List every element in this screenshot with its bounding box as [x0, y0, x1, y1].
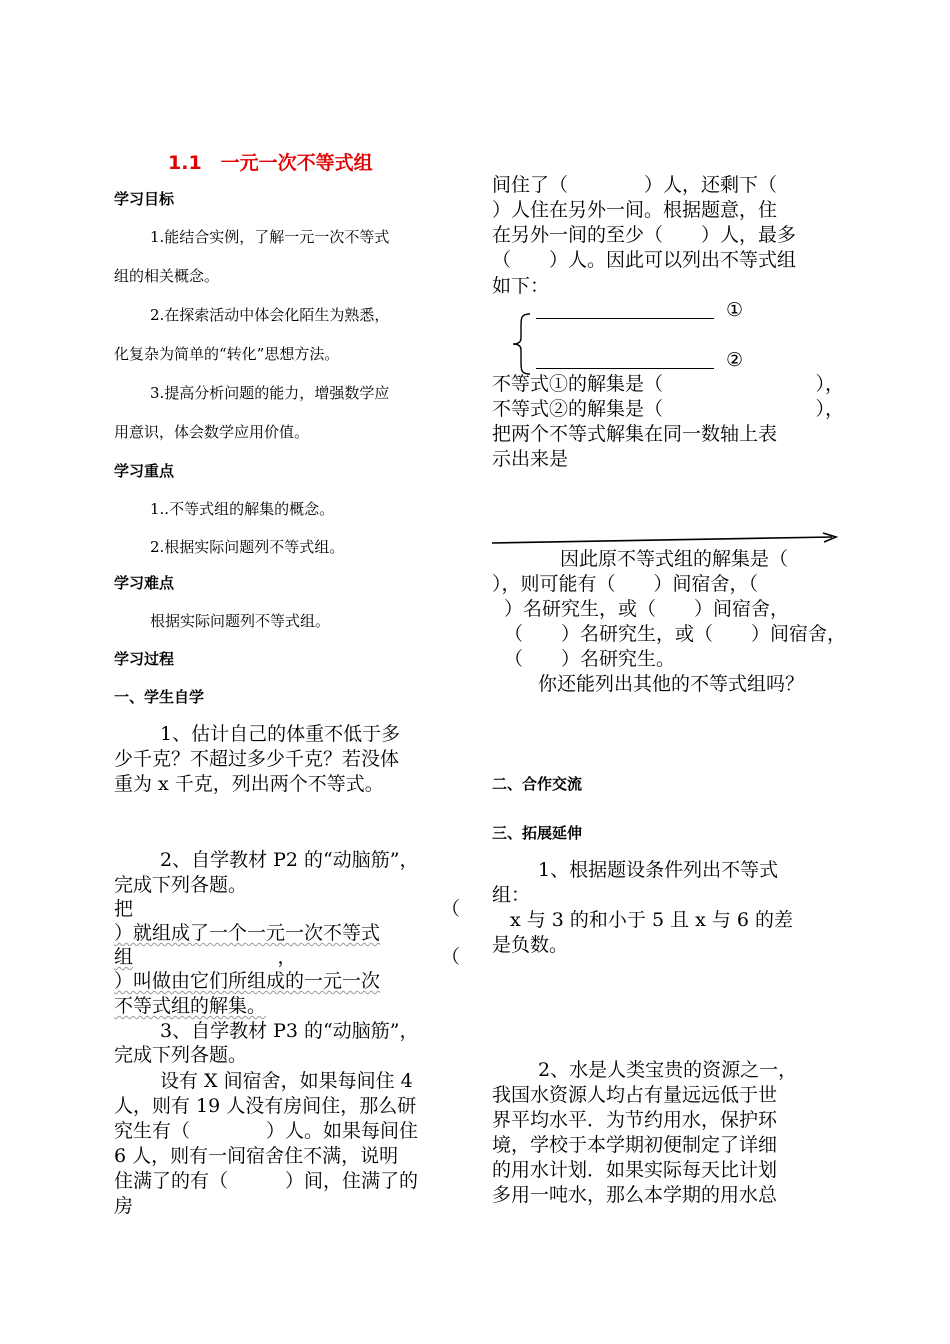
conclusion-text: 因此原不等式组的解集是（ — [560, 548, 789, 570]
right-line-8: 把两个不等式解集在同一数轴上表 — [492, 423, 778, 445]
solution-2-text: 不等式②的解集是（ — [492, 398, 664, 420]
left-brace-icon — [510, 312, 532, 376]
goal-3a: 3.提高分析问题的能力，增强数学应 — [150, 384, 390, 402]
right-line-9: 示出来是 — [492, 448, 569, 470]
q2-comma: ， — [277, 946, 297, 968]
question-3-line-2: 完成下列各题。 — [114, 1044, 248, 1066]
question-3-line-6: 6 人，则有一间宿舍住不满，说明 — [114, 1145, 399, 1167]
exercise-2-line-6: 多用一吨水，那么本学期的用水总 — [492, 1184, 778, 1206]
conclusion-line-2: ），则可能有（ ）间宿舍，（ — [492, 573, 759, 595]
question-3-line-5: 究生有（ ）人。如果每间住 — [114, 1120, 419, 1142]
goal-2a: 2.在探索活动中体会化陌生为熟悉， — [150, 306, 390, 324]
question-2-line-7 — [114, 994, 266, 1018]
question-2-line-3 — [114, 897, 460, 921]
exercise-2-line-1: 2、水是人类宝贵的资源之一， — [538, 1059, 798, 1081]
solution-1-text: 不等式①的解集是（ — [492, 373, 664, 395]
key-heading: 学习重点 — [114, 462, 175, 480]
exercise-2-line-2: 我国水资源人均占有量远远低于世 — [492, 1084, 778, 1106]
question-2-line-5 — [114, 945, 460, 969]
key-point-1: 1..不等式组的解集的概念。 — [150, 500, 335, 518]
solution-1-close: ）， — [815, 373, 844, 395]
process-heading: 学习过程 — [114, 650, 175, 668]
section-1-heading: 一、学生自学 — [114, 688, 205, 706]
goal-1a: 1.能结合实例，了解一元一次不等式 — [150, 228, 390, 246]
question-3-line-8: 房 — [114, 1195, 134, 1217]
question-1-line-3: 重为 x 千克，列出两个不等式。 — [114, 773, 384, 795]
exercise-2-line-3: 界平均水平．为节约用水，保护环 — [492, 1109, 778, 1131]
question-3-line-1: 3、自学教材 P3 的“动脑筋”， — [160, 1020, 419, 1042]
question-2-line-6 — [114, 969, 380, 993]
question-3-line-4: 人，则有 19 人没有房间住，那么研 — [114, 1095, 417, 1117]
definition-text: ）叫做由它们所组成的一元一次 — [114, 970, 381, 992]
q2-text: 把 — [114, 898, 134, 920]
goals-heading: 学习目标 — [114, 190, 175, 208]
question-2-line-1: 2、自学教材 P2 的“动脑筋”， — [160, 849, 419, 871]
q2-bracket: （ — [440, 946, 460, 968]
difficulty-heading: 学习难点 — [114, 574, 175, 592]
question-2-line-4 — [114, 921, 380, 945]
key-point-2: 2.根据实际问题列不等式组。 — [150, 538, 345, 556]
q2-bracket: （ — [440, 898, 460, 920]
definition-text: ）就组成了一个一元一次不等式 — [114, 922, 381, 944]
exercise-1-line-1: 1、根据题设条件列出不等式 — [538, 859, 779, 881]
number-axis — [492, 532, 844, 548]
exercise-1-line-4: 是负数。 — [492, 934, 569, 956]
solution-line-1 — [492, 372, 844, 396]
definition-text: 不等式组的解集。 — [114, 995, 267, 1017]
conclusion-line-5: （ ）名研究生。 — [504, 648, 676, 670]
right-line-1: 间住了（ ）人，还剩下（ — [492, 174, 778, 196]
inequality-mark-2: ② — [726, 349, 744, 371]
conclusion-line-6: 你还能列出其他的不等式组吗？ — [538, 673, 805, 695]
solution-2-close: ）， — [815, 398, 844, 420]
section-2-heading: 二、合作交流 — [492, 775, 583, 793]
conclusion-line-3: ）名研究生，或（ ）间宿舍， — [504, 598, 790, 620]
inequality-blank-1[interactable] — [536, 318, 714, 319]
page-title: 1.1 一元一次不等式组 — [168, 152, 373, 174]
right-line-4: （ ）人。因此可以列出不等式组 — [492, 249, 797, 271]
question-1-line-1: 1、估计自己的体重不低于多 — [160, 723, 401, 745]
exercise-1-line-3: x 与 3 的和小于 5 且 x 与 6 的差 — [510, 909, 794, 931]
question-3-line-3: 设有 X 间宿舍，如果每间住 4 — [160, 1070, 413, 1092]
right-line-2: ）人住在另外一间。根据题意，住 — [492, 199, 778, 221]
inequality-blank-2[interactable] — [536, 368, 714, 369]
exercise-2-line-5: 的用水计划．如果实际每天比计划 — [492, 1159, 778, 1181]
exercise-1-line-2: 组： — [492, 884, 531, 906]
section-3-heading: 三、拓展延伸 — [492, 824, 583, 842]
question-3-line-7: 住满了的有（ ）间，住满了的 — [114, 1170, 419, 1192]
conclusion-line-4: （ ）名研究生，或（ ）间宿舍， — [504, 623, 847, 645]
inequality-mark-1: ① — [726, 299, 744, 321]
question-1-line-2: 少千克？不超过多少千克？若没体 — [114, 748, 400, 770]
q2-text: 组 — [114, 946, 134, 968]
conclusion-line-1 — [560, 547, 844, 571]
right-line-3: 在另外一间的至少（ ）人，最多 — [492, 224, 797, 246]
goal-3b: 用意识，体会数学应用价值。 — [114, 423, 310, 441]
goal-2b: 化复杂为简单的“转化”思想方法。 — [114, 345, 340, 363]
exercise-2-line-4: 境，学校于本学期初便制定了详细 — [492, 1134, 778, 1156]
question-2-line-2: 完成下列各题。 — [114, 874, 248, 896]
difficulty-1: 根据实际问题列不等式组。 — [150, 612, 331, 630]
solution-line-2 — [492, 397, 844, 421]
right-line-5: 如下： — [492, 275, 550, 297]
goal-1b: 组的相关概念。 — [114, 267, 220, 285]
